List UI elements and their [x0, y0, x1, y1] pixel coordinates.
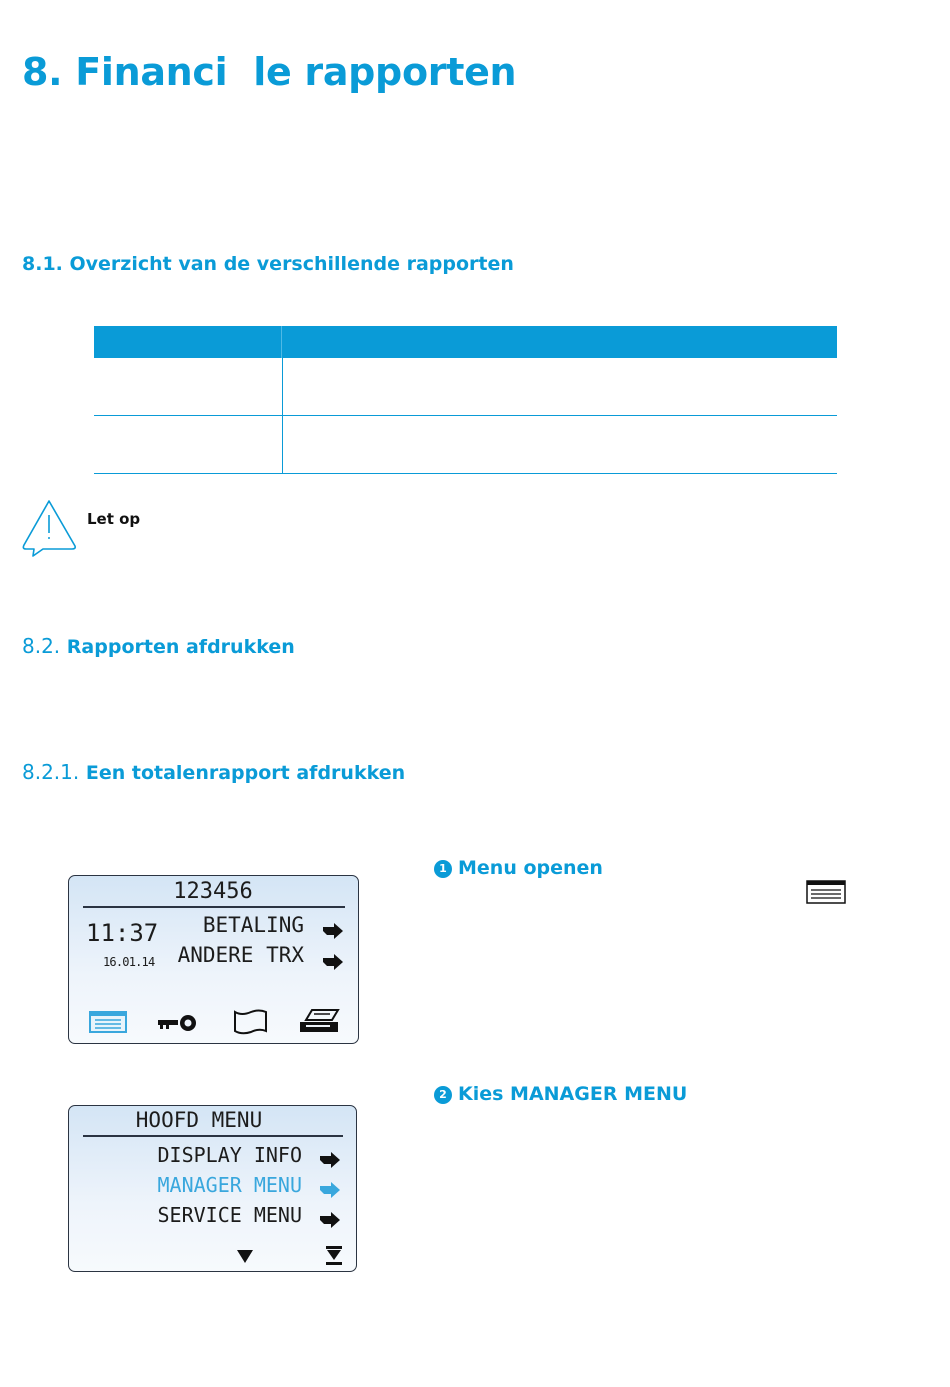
- menu-item-display-info[interactable]: DISPLAY INFO: [157, 1143, 302, 1167]
- section-heading-8-1: 8.1. Overzicht van de verschillende rapporten: [22, 253, 514, 275]
- warning-bubble-icon: [21, 498, 77, 558]
- arrow-right-icon: [321, 921, 345, 941]
- section-number: 8.2.: [22, 634, 61, 658]
- section-title: Rapporten afdrukken: [66, 636, 295, 658]
- terminal-screen-main-menu: [68, 1105, 357, 1272]
- step-2-title: [434, 1083, 687, 1105]
- menu-item-manager-menu[interactable]: MANAGER MENU: [157, 1173, 302, 1197]
- printer-icon[interactable]: [298, 1008, 342, 1034]
- table-row-divider: [94, 415, 837, 416]
- flag-icon[interactable]: [233, 1009, 269, 1035]
- section-heading-8-2-1: [22, 760, 405, 784]
- menu-icon[interactable]: [89, 1011, 127, 1033]
- arrow-right-icon: [321, 952, 345, 972]
- section-number: 8.2.1.: [22, 760, 80, 784]
- reports-table: [94, 326, 837, 476]
- menu-item-andere-trx[interactable]: ANDERE TRX: [177, 943, 304, 967]
- arrow-right-icon: [318, 1180, 342, 1200]
- section-title: Een totalenrapport afdrukken: [85, 762, 406, 784]
- table-header: [94, 326, 837, 358]
- down-arrow-icon[interactable]: [235, 1247, 255, 1265]
- step-title-text: Kies MANAGER MENU: [458, 1083, 688, 1105]
- screen-date: 16.01.14: [103, 955, 155, 969]
- menu-item-service-menu[interactable]: SERVICE MENU: [157, 1203, 302, 1227]
- step-1-title: [434, 857, 603, 879]
- terminal-screen-idle: [68, 875, 359, 1044]
- step-badge: 1: [434, 860, 452, 878]
- menu-key-icon: [806, 880, 846, 904]
- menu-item-betaling[interactable]: BETALING: [202, 913, 304, 937]
- end-icon[interactable]: [324, 1245, 344, 1267]
- page-title: 8. Financi le rapporten: [22, 50, 517, 94]
- table-row-divider: [94, 473, 837, 474]
- warning-label: Let op: [87, 510, 141, 528]
- step-badge: 2: [434, 1086, 452, 1104]
- arrow-right-icon: [318, 1150, 342, 1170]
- screen-time: 11:37: [86, 919, 159, 947]
- key-icon[interactable]: [157, 1013, 201, 1033]
- screen-header: 123456: [173, 879, 253, 904]
- screen-header: HOOFD MENU: [135, 1108, 263, 1132]
- section-heading-8-2: [22, 634, 295, 658]
- step-title-text: Menu openen: [458, 857, 603, 879]
- arrow-right-icon: [318, 1210, 342, 1230]
